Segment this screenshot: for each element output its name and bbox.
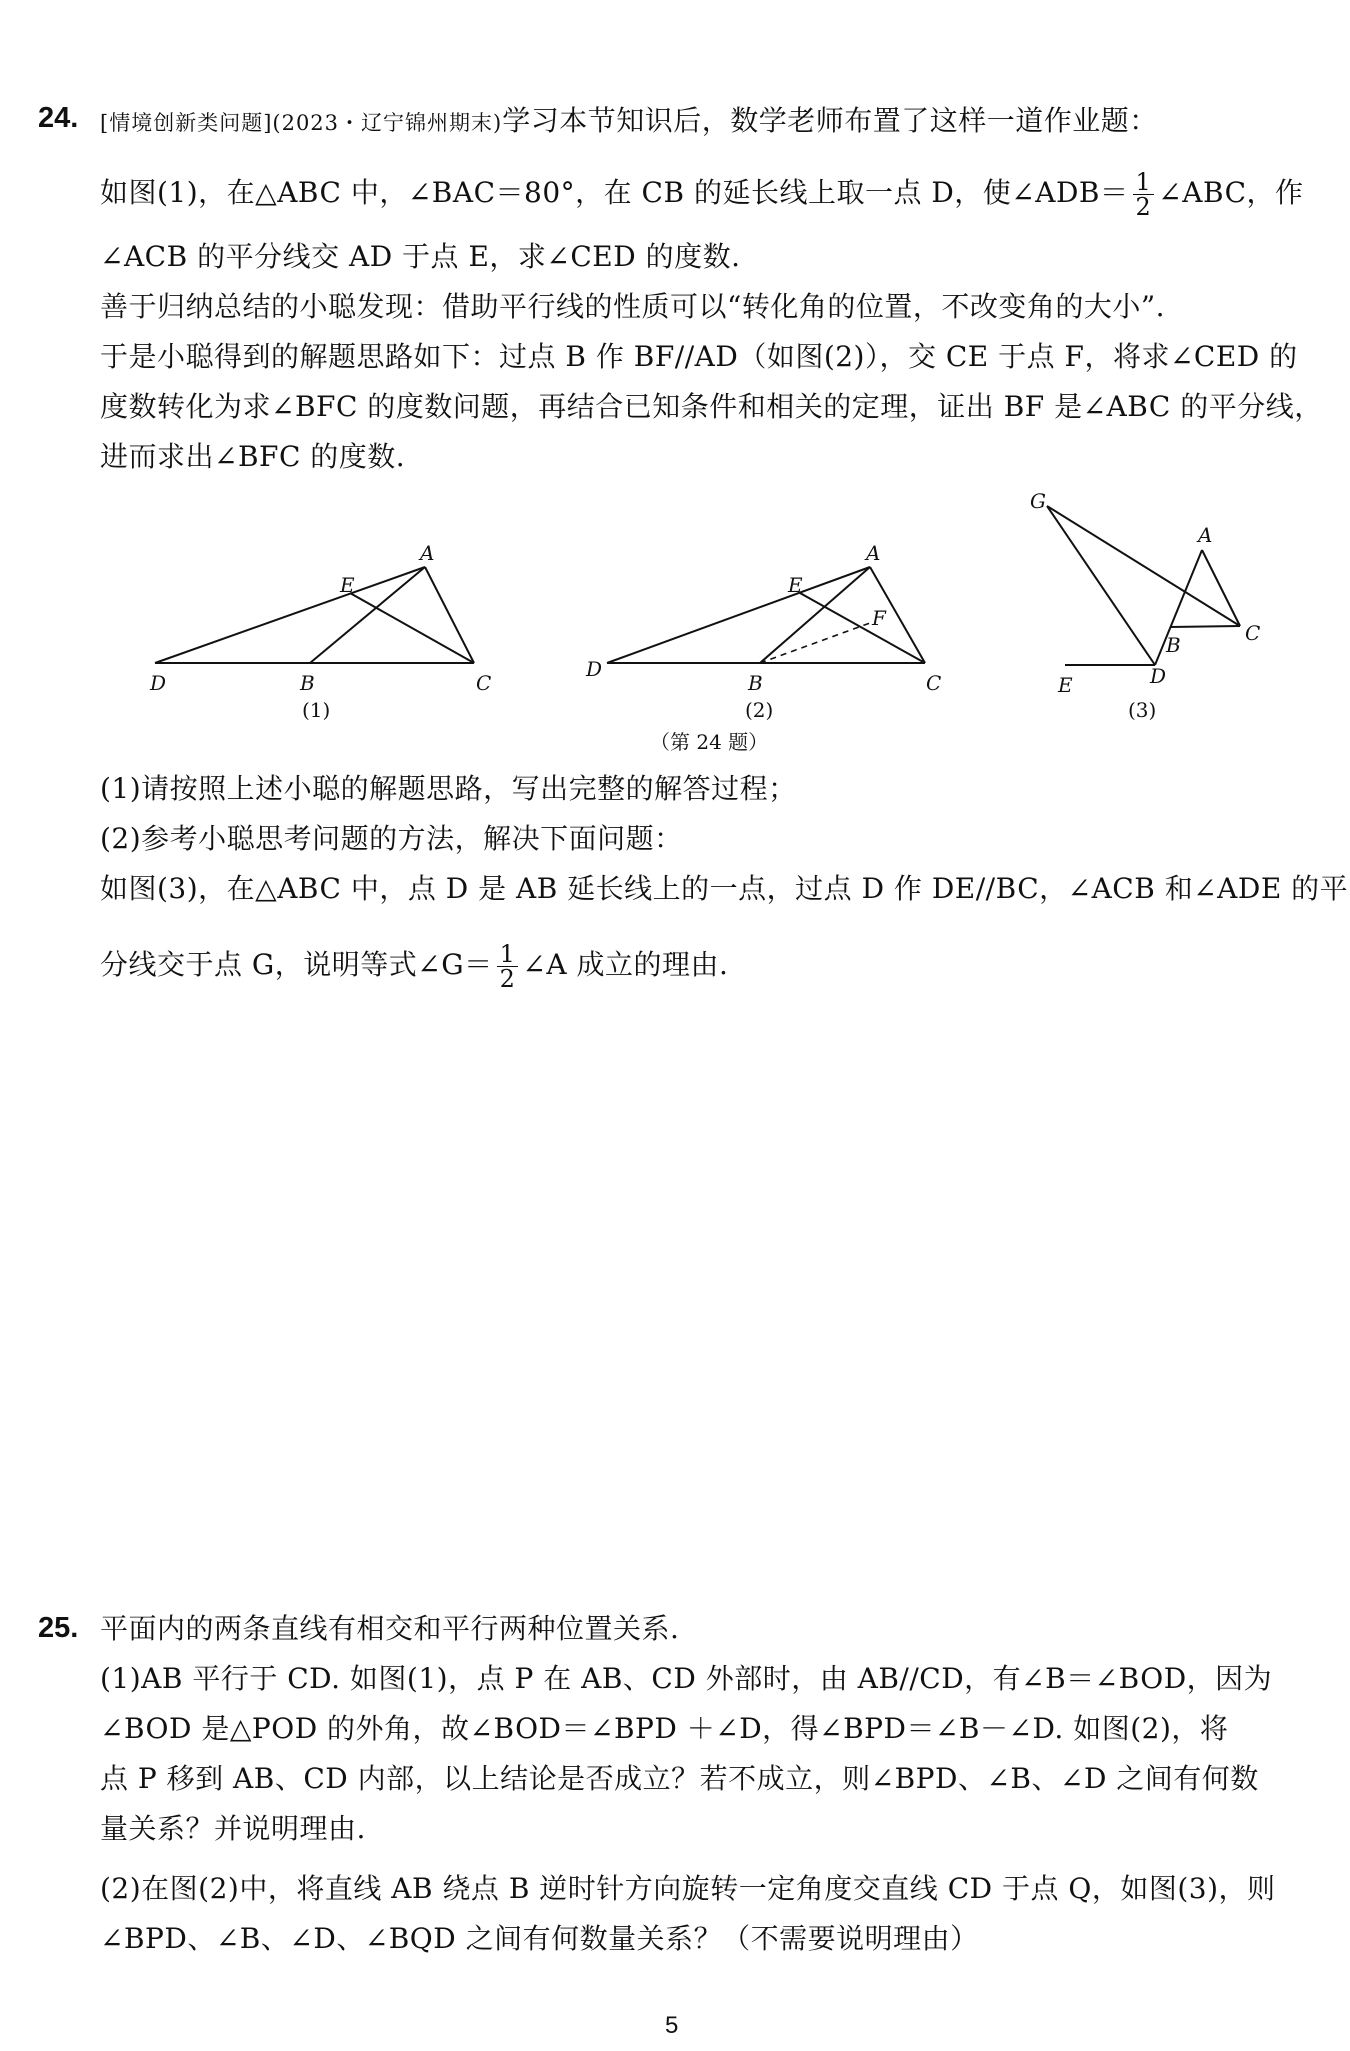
figure-2-caption: (2) [745, 698, 774, 722]
frac-num: 1 [1133, 170, 1155, 195]
f1-label-a: A [420, 541, 435, 565]
figure-3-caption: (3) [1128, 698, 1157, 722]
frac-den: 2 [499, 965, 516, 993]
q25-line-1: 平面内的两条直线有相交和平行两种位置关系. [100, 1612, 680, 1645]
q24-line-1b: ∠ABC，作 [1158, 176, 1304, 209]
f1-label-e: E [340, 573, 355, 597]
question-24-header [100, 104, 1158, 140]
q24-fraction-half [1133, 170, 1155, 219]
q25-line-7: ∠BPD、∠B、∠D、∠BQD 之间有何数量关系？（不需要说明理由） [100, 1922, 979, 1955]
f2-label-f: F [872, 606, 886, 630]
f1-label-b: B [300, 671, 315, 695]
q24-part-2-line-2b: ∠A 成立的理由. [522, 948, 729, 981]
question-24-tag: [情境创新类问题] [100, 111, 273, 135]
q24-line-2: ∠ACB 的平分线交 AD 于点 E，求∠CED 的度数. [100, 240, 741, 273]
question-24-intro: 学习本节知识后，数学老师布置了这样一道作业题： [502, 104, 1158, 137]
f3-label-a: A [1198, 523, 1213, 547]
question-24-source: (2023・辽宁锦州期末) [272, 111, 503, 135]
q24-line-1a: 如图(1)，在△ABC 中，∠BAC＝80°，在 CB 的延长线上取一点 D，使∠ADB＝ [100, 176, 1129, 209]
f3-label-d: D [1150, 664, 1167, 688]
f2-label-a: A [866, 541, 881, 565]
f3-label-c: C [1245, 621, 1261, 645]
question-25-number: 25. [38, 1612, 79, 1644]
q25-line-6: (2)在图(2)中，将直线 AB 绕点 B 逆时针方向旋转一定角度交直线 CD 于点 Q，如图(3)，则 [100, 1872, 1276, 1905]
q24-line-6: 进而求出∠BFC 的度数. [100, 440, 406, 473]
q25-line-3: ∠BOD 是△POD 的外角，故∠BOD＝∠BPD ＋∠D，得∠BPD＝∠B－∠D. 如图(2)，将 [100, 1712, 1229, 1745]
frac-num: 1 [497, 942, 519, 967]
f2-label-c: C [926, 671, 942, 695]
page-number: 5 [665, 2012, 679, 2039]
figure-1 [155, 567, 474, 663]
q24-line-3: 善于归纳总结的小聪发现：借助平行线的性质可以“转化角的位置，不改变角的大小”. [100, 290, 1166, 323]
f1-label-c: C [476, 671, 492, 695]
q25-line-2: (1)AB 平行于 CD. 如图(1)，点 P 在 AB、CD 外部时，由 AB//CD，有∠B＝∠BOD，因为 [100, 1662, 1273, 1695]
q24-part-2-line-2a: 分线交于点 G，说明等式∠G＝ [100, 948, 493, 981]
q24-part-1: (1)请按照上述小聪的解题思路，写出完整的解答过程； [100, 772, 797, 805]
f3-label-b: B [1166, 633, 1181, 657]
f2-label-e: E [788, 573, 803, 597]
question-24-number: 24. [38, 102, 79, 134]
q25-line-4: 点 P 移到 AB、CD 内部，以上结论是否成立？若不成立，则∠BPD、∠B、∠D 之间有何数 [100, 1762, 1259, 1795]
figures-caption: （第 24 题） [650, 730, 769, 754]
q25-line-5: 量关系？并说明理由. [100, 1812, 366, 1845]
f2-label-d: D [586, 657, 603, 681]
f3-label-g: G [1030, 489, 1046, 513]
f2-label-b: B [748, 671, 763, 695]
q24-fraction-half-2 [497, 942, 519, 991]
f1-label-d: D [150, 671, 167, 695]
frac-den: 2 [1135, 193, 1152, 221]
q24-part-2-line-2 [100, 942, 728, 991]
q24-line-5: 度数转化为求∠BFC 的度数问题，再结合已知条件和相关的定理，证出 BF 是∠ABC 的平分线， [100, 390, 1323, 423]
figure-1-caption: (1) [302, 698, 331, 722]
f3-label-e: E [1058, 673, 1073, 697]
q24-part-2-line-1: 如图(3)，在△ABC 中，点 D 是 AB 延长线上的一点，过点 D 作 DE//BC，∠ACB 和∠ADE 的平 [100, 872, 1349, 905]
q24-part-2: (2)参考小聪思考问题的方法，解决下面问题： [100, 822, 683, 855]
q24-line-1 [100, 170, 1304, 219]
q24-line-4: 于是小聪得到的解题思路如下：过点 B 作 BF//AD（如图(2)），交 CE 于点 F，将求∠CED 的 [100, 340, 1298, 373]
